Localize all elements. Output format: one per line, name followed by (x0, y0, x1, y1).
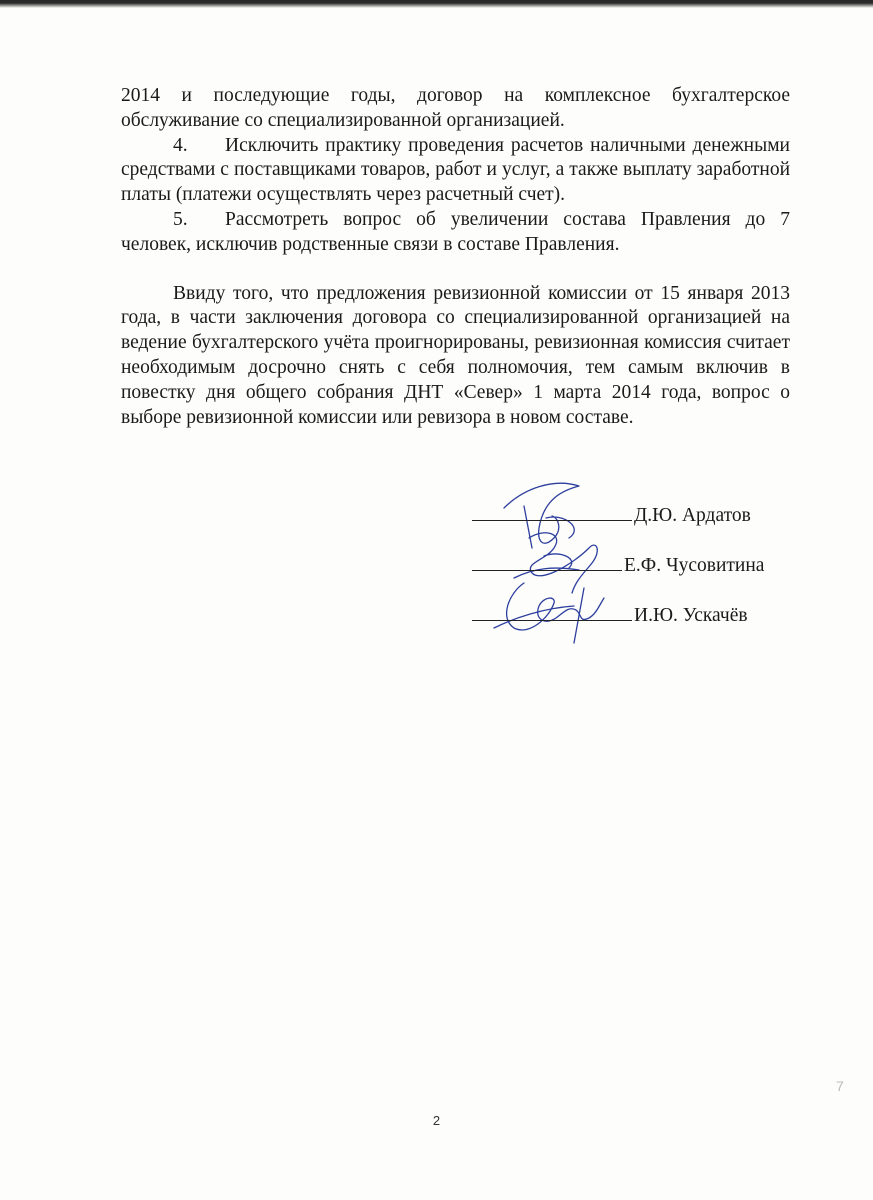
list-item-number: 5. (173, 208, 188, 230)
paragraph-gap (121, 258, 790, 282)
signatory-row (472, 502, 751, 527)
list-item-5 (121, 208, 790, 258)
list-item-4 (121, 134, 790, 208)
list-item-number: 4. (173, 134, 188, 156)
signature-line (472, 552, 622, 571)
signature-line (472, 502, 632, 521)
signatory-name: И.Ю. Ускачёв (634, 605, 748, 626)
conclusion-paragraph: Ввиду того, что предложения ревизионной комиссии от 15 января 2013 года, в части заключения договора со специализированной организацией на ведение бухгалтерского учёта проигнорированы, ревизионная комиссия считает необходимым досрочно снять с себя полномочия, тем самым включив в повестку дня общего собрания ДНТ «Север» 1 марта 2014 года, вопрос о выборе ревизионной комиссии или ревизора в новом составе. (121, 282, 790, 428)
page-number: 2 (432, 1113, 441, 1128)
corner-mark: 7 (836, 1078, 844, 1094)
list-item-text: Рассмотреть вопрос об увеличении состава Правления до 7 человек, исключив родственные связи в составе Правления. (121, 208, 790, 255)
signatory-name: Д.Ю. Ардатов (634, 505, 751, 526)
signatory-name: Е.Ф. Чусовитина (624, 555, 765, 576)
intro-paragraph: 2014 и последующие годы, договор на комплексное бухгалтерское обслуживание со специализированной организацией. (121, 85, 790, 131)
list-item-text: Исключить практику проведения расчетов наличными денежными средствами с поставщиками товаров, работ и услуг, а также выплату заработной платы (платежи осуществлять через расчетный счет). (121, 134, 790, 206)
scan-top-edge (0, 0, 873, 8)
signatory-row (472, 602, 748, 627)
signature-line (472, 602, 632, 621)
document-body (121, 84, 790, 430)
signatory-row (472, 552, 764, 577)
